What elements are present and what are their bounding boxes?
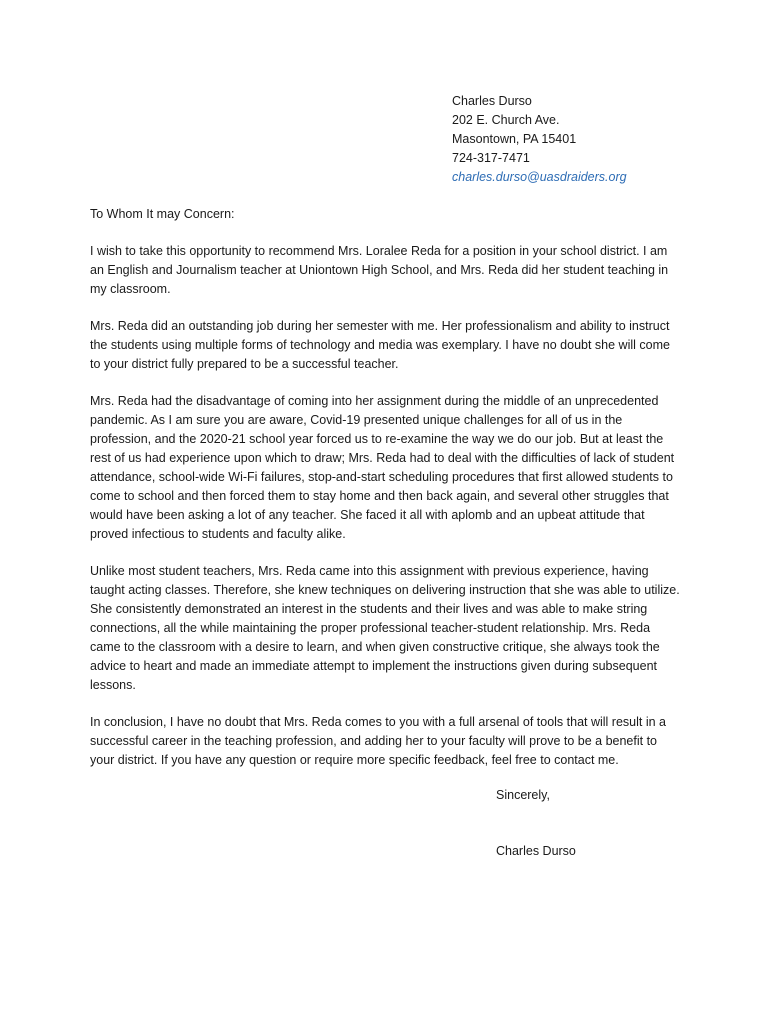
- paragraph-2: Mrs. Reda did an outstanding job during her semester with me. Her professionalism and ability to instruct the students using multiple forms of technology and media was exemplary. I have no doubt she will come to your district fully prepared to be a successful teacher.: [90, 319, 670, 371]
- sender-city: Masontown, PA 15401: [452, 132, 577, 146]
- sender-email-link[interactable]: charles.durso@uasdraiders.org: [452, 170, 627, 184]
- sender-address-block: [452, 92, 627, 187]
- signature-name: Charles Durso: [496, 844, 576, 858]
- sender-name: Charles Durso: [452, 94, 532, 108]
- sender-street: 202 E. Church Ave.: [452, 113, 560, 127]
- paragraph-5: In conclusion, I have no doubt that Mrs. Reda comes to you with a full arsenal of tools that will result in a successful career in the teaching profession, and adding her to your faculty will prove to be a benefit to your district. If you have any question or require more specific feedback, feel free to contact me.: [90, 715, 666, 767]
- paragraph-3: Mrs. Reda had the disadvantage of coming into her assignment during the middle of an unprecedented pandemic. As I am sure you are aware, Covid-19 presented unique challenges for all of us in the profession, and the 2020-21 school year forced us to re-examine the way we do our job. But at least the rest of us had experience upon which to draw; Mrs. Reda had to deal with the difficulties of lack of student attendance, school-wide Wi-Fi failures, stop-and-start scheduling procedures that first allowed students to come to school and then forced them to stay home and then back again, and several other struggles that would have been asking a lot of any teacher. She faced it all with aplomb and an upbeat attitude that proved infectious to students and faculty alike.: [90, 394, 675, 541]
- sender-phone: 724-317-7471: [452, 151, 530, 165]
- closing: Sincerely,: [496, 788, 550, 802]
- paragraph-4: Unlike most student teachers, Mrs. Reda came into this assignment with previous experience, having taught acting classes. Therefore, she knew techniques on delivering instruction that she was able to utilize. She consistently demonstrated an interest in the students and their lives and was able to make string connections, all the while maintaining the proper professional teacher-student relationship. Mrs. Reda came to the classroom with a desire to learn, and when given constructive critique, she always took the advice to heart and made an immediate attempt to implement the instructions given during subsequent lessons.: [90, 564, 680, 692]
- paragraph-1: I wish to take this opportunity to recommend Mrs. Loralee Reda for a position in your school district. I am an English and Journalism teacher at Uniontown High School, and Mrs. Reda did her student teaching in my classroom.: [90, 244, 669, 296]
- letter-body: [90, 205, 682, 788]
- salutation: To Whom It may Concern:: [90, 207, 235, 221]
